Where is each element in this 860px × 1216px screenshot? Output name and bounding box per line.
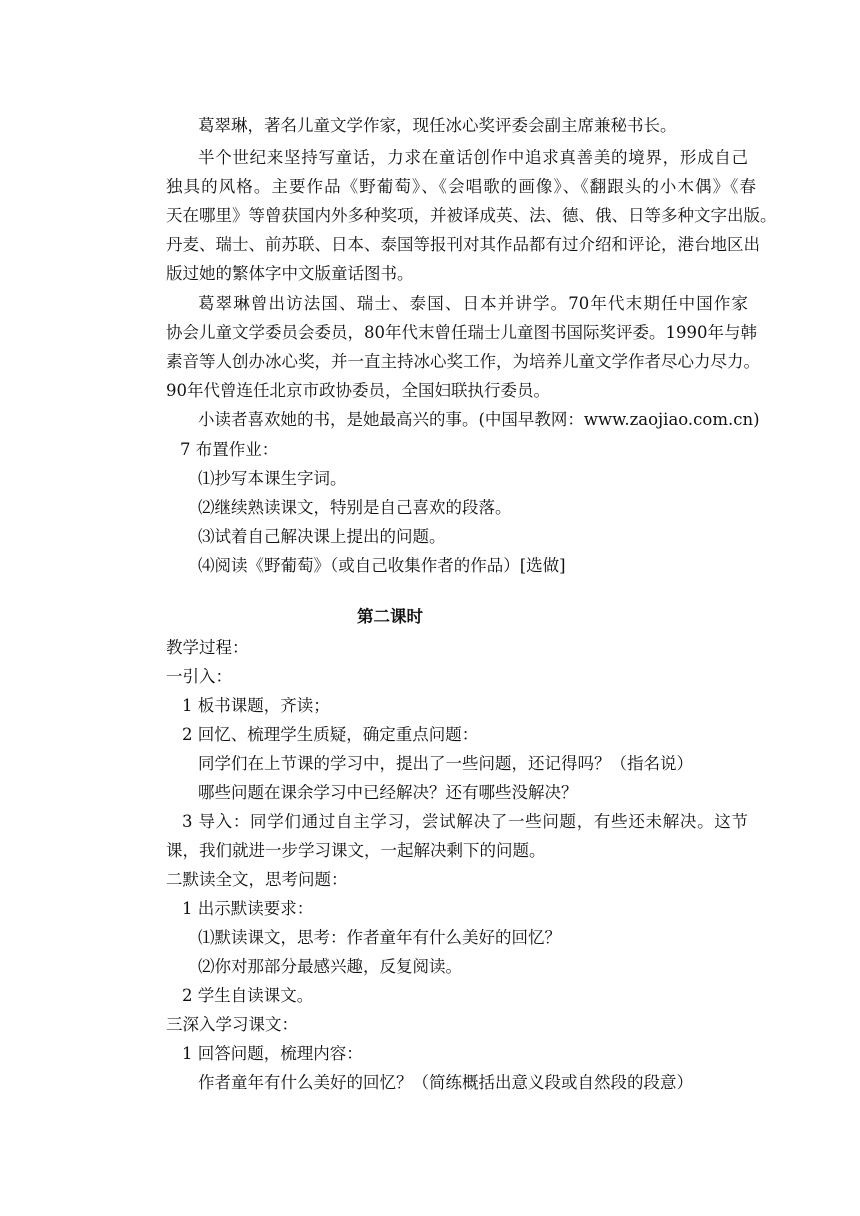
bio-para2-line1: 半个世纪来坚持写童话，力求在童话创作中追求真善美的境界，形成自己 bbox=[198, 148, 748, 167]
bio-para2-line4: 丹麦、瑞士、前苏联、日本、泰国等报刊对其作品都有过介绍和评论，港台地区出 bbox=[166, 235, 760, 254]
intro-step-1: 1 板书课题，齐读； bbox=[182, 696, 330, 715]
section-silent-read-title: 二默读全文，思考问题： bbox=[166, 870, 348, 889]
silent-read-step-1-item-1: ⑴默读课文，思考：作者童年有什么美好的回忆？ bbox=[198, 928, 561, 947]
silent-read-step-1: 1 出示默读要求： bbox=[182, 899, 314, 918]
intro-step-3-line2: 课，我们就进一步学习课文，一起解决剩下的问题。 bbox=[166, 841, 546, 860]
bio-intro-line: 葛翠琳，著名儿童文学作家，现任冰心奖评委会副主席兼秘书长。 bbox=[198, 116, 677, 135]
intro-step-2-detail-2: 哪些问题在课余学习中已经解决？还有哪些没解决？ bbox=[198, 783, 578, 802]
homework-title: 7 布置作业： bbox=[180, 440, 279, 459]
homework-item-3: ⑶试着自己解决课上提出的问题。 bbox=[198, 527, 446, 546]
bio-para2-line2: 独具的风格。主要作品《野葡萄》、《会唱歌的画像》、《翻跟头的小木偶》《春 bbox=[166, 177, 756, 196]
homework-item-1: ⑴抄写本课生字词。 bbox=[198, 469, 347, 488]
silent-read-step-1-item-2: ⑵你对那部分最感兴趣，反复阅读。 bbox=[198, 957, 462, 976]
intro-step-2: 2 回忆、梳理学生质疑，确定重点问题： bbox=[182, 725, 479, 744]
bio-para3-line1: 葛翠琳曾出访法国、瑞士、泰国、日本并讲学。70年代末期任中国作家 bbox=[198, 294, 748, 313]
bio-para4: 小读者喜欢她的书，是她最高兴的事。(中国早教网：www.zaojiao.com.cn) bbox=[198, 410, 760, 429]
bio-para3-line2: 协会儿童文学委员会委员，80年代末曾任瑞士儿童图书国际奖评委。1990年与韩 bbox=[166, 323, 757, 342]
intro-step-3-line1: 3 导入：同学们通过自主学习，尝试解决了一些问题，有些还未解决。这节 bbox=[182, 812, 748, 831]
section-deep-study-title: 三深入学习课文： bbox=[166, 1015, 298, 1034]
homework-item-4: ⑷阅读《野葡萄》（或自己收集作者的作品）[选做] bbox=[198, 556, 566, 575]
homework-item-2: ⑵继续熟读课文，特别是自己喜欢的段落。 bbox=[198, 498, 512, 517]
bio-para2-line3: 天在哪里》等曾获国内外多种奖项，并被译成英、法、德、俄、日等多种文字出版。 bbox=[166, 206, 777, 225]
bio-para3-line3: 素音等人创办冰心奖，并一直主持冰心奖工作，为培养儿童文学作者尽心力尽力。 bbox=[166, 352, 760, 371]
intro-step-2-detail-1: 同学们在上节课的学习中，提出了一些问题，还记得吗？（指名说） bbox=[198, 754, 693, 773]
deep-study-step-1-question: 作者童年有什么美好的回忆？（简练概括出意义段或自然段的段意） bbox=[198, 1073, 693, 1092]
teaching-process-label: 教学过程： bbox=[166, 638, 249, 657]
silent-read-step-2: 2 学生自读课文。 bbox=[182, 986, 314, 1005]
bio-para3-line4: 90年代曾连任北京市政协委员，全国妇联执行委员。 bbox=[166, 381, 550, 400]
lesson2-heading: 第二课时 bbox=[357, 607, 423, 626]
section-intro-title: 一引入： bbox=[166, 667, 232, 686]
deep-study-step-1: 1 回答问题，梳理内容： bbox=[182, 1044, 363, 1063]
bio-para2-line5: 版过她的繁体字中文版童话图书。 bbox=[166, 264, 414, 283]
